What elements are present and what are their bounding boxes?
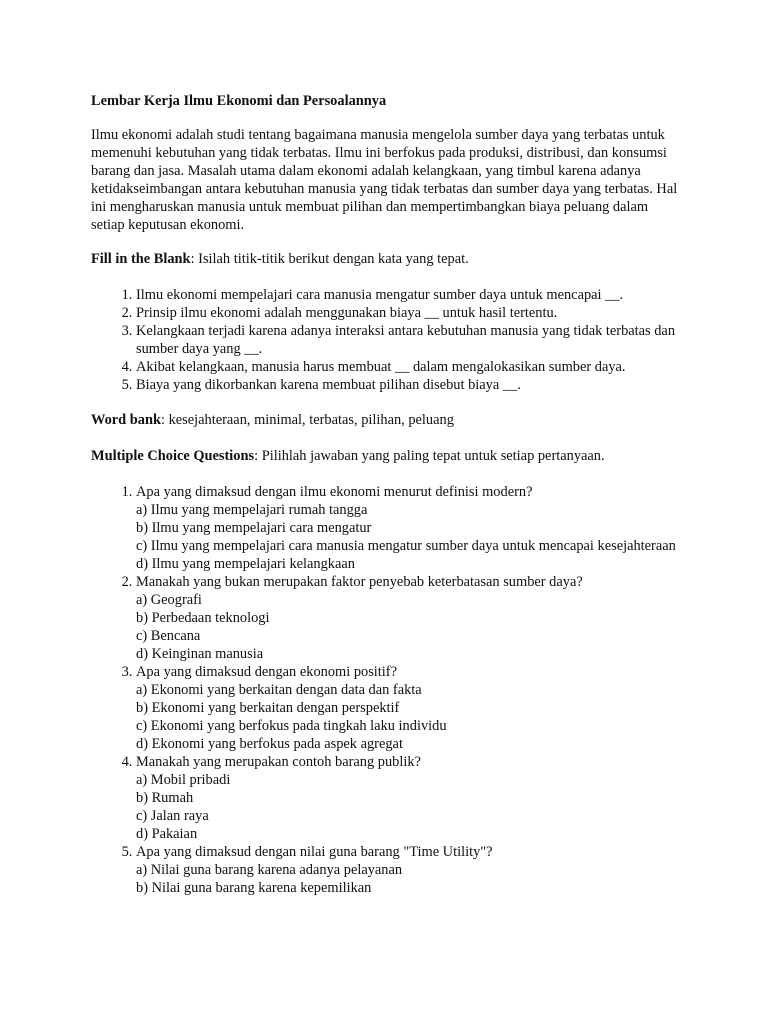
option-list (136, 861, 678, 897)
option-list (136, 501, 678, 573)
word-bank (91, 411, 678, 429)
answer-option: a) Ilmu yang mempelajari rumah tangga (136, 502, 368, 518)
answer-option: c) Ekonomi yang berfokus pada tingkah laku individu (136, 718, 447, 734)
fill-blank-heading (91, 250, 678, 268)
question-item (136, 483, 678, 573)
document-title: Lembar Kerja Ilmu Ekonomi dan Persoalannya (91, 93, 387, 109)
fill-blank-label: Fill in the Blank (91, 251, 191, 267)
answer-option: a) Nilai guna barang karena adanya pelayanan (136, 862, 403, 878)
question-text: Apa yang dimaksud dengan ekonomi positif? (136, 664, 397, 680)
question-item (136, 843, 678, 897)
list-item: 2. Prinsip ilmu ekonomi adalah menggunakan biaya __ untuk hasil tertentu. (136, 304, 678, 322)
answer-option: c) Jalan raya (136, 808, 209, 824)
question-text: Apa yang dimaksud dengan ilmu ekonomi menurut definisi modern? (136, 484, 533, 500)
question-text: Apa yang dimaksud dengan nilai guna barang "Time Utility"? (136, 844, 493, 860)
list-item: 1. Ilmu ekonomi mempelajari cara manusia mengatur sumber daya untuk mencapai __. (136, 286, 678, 304)
list-item: 3. Kelangkaan terjadi karena adanya interaksi antara kebutuhan manusia yang tidak terbatas dan sumber daya yang __. (136, 322, 678, 358)
answer-option: d) Pakaian (136, 826, 198, 842)
answer-option: c) Bencana (136, 628, 201, 644)
option-list (136, 591, 678, 663)
question-item (136, 753, 678, 843)
answer-option: d) Ekonomi yang berfokus pada aspek agregat (136, 736, 403, 752)
word-bank-words: : kesejahteraan, minimal, terbatas, pilihan, peluang (161, 412, 454, 428)
fill-blank-instruction: : Isilah titik-titik berikut dengan kata yang tepat. (190, 251, 469, 267)
answer-option: a) Geografi (136, 592, 202, 608)
fill-blank-list (91, 286, 678, 394)
option-list (136, 681, 678, 753)
question-item (136, 663, 678, 753)
mcq-heading (91, 447, 678, 465)
answer-option: b) Ilmu yang mempelajari cara mengatur (136, 520, 372, 536)
answer-option: b) Nilai guna barang karena kepemilikan (136, 880, 372, 896)
answer-option: b) Perbedaan teknologi (136, 610, 270, 626)
mcq-instruction: : Pilihlah jawaban yang paling tepat untuk setiap pertanyaan. (254, 448, 605, 464)
answer-option: a) Ekonomi yang berkaitan dengan data dan fakta (136, 682, 422, 698)
list-item: 5. Biaya yang dikorbankan karena membuat pilihan disebut biaya __. (136, 376, 678, 394)
answer-option: b) Ekonomi yang berkaitan dengan perspektif (136, 700, 400, 716)
word-bank-label: Word bank (91, 412, 161, 428)
question-item (136, 573, 678, 663)
answer-option: d) Keinginan manusia (136, 646, 264, 662)
mcq-label: Multiple Choice Questions (91, 448, 255, 464)
answer-option: c) Ilmu yang mempelajari cara manusia mengatur sumber daya untuk mencapai kesejahteraan (136, 538, 676, 554)
question-text: Manakah yang bukan merupakan faktor penyebab keterbatasan sumber daya? (136, 574, 583, 590)
mcq-list (91, 483, 678, 897)
option-list (136, 771, 678, 843)
intro-paragraph: Ilmu ekonomi adalah studi tentang bagaimana manusia mengelola sumber daya yang terbatas untuk memenuhi kebutuhan yang tidak terbatas. Ilmu ini berfokus pada produksi, distribusi, dan konsumsi barang dan jasa. Masalah utama dalam ekonomi adalah kelangkaan, yang timbul karena adanya ketidakseimbangan antara kebutuhan manusia yang tidak terbatas dan sumber daya yang terbatas. Hal ini mengharuskan manusia untuk membuat pilihan dan mempertimbangkan biaya peluang dalam setiap keputusan ekonomi. (91, 127, 678, 233)
list-item: 4. Akibat kelangkaan, manusia harus membuat __ dalam mengalokasikan sumber daya. (136, 358, 678, 376)
answer-option: a) Mobil pribadi (136, 772, 231, 788)
question-text: Manakah yang merupakan contoh barang publik? (136, 754, 421, 770)
answer-option: b) Rumah (136, 790, 194, 806)
answer-option: d) Ilmu yang mempelajari kelangkaan (136, 556, 355, 572)
